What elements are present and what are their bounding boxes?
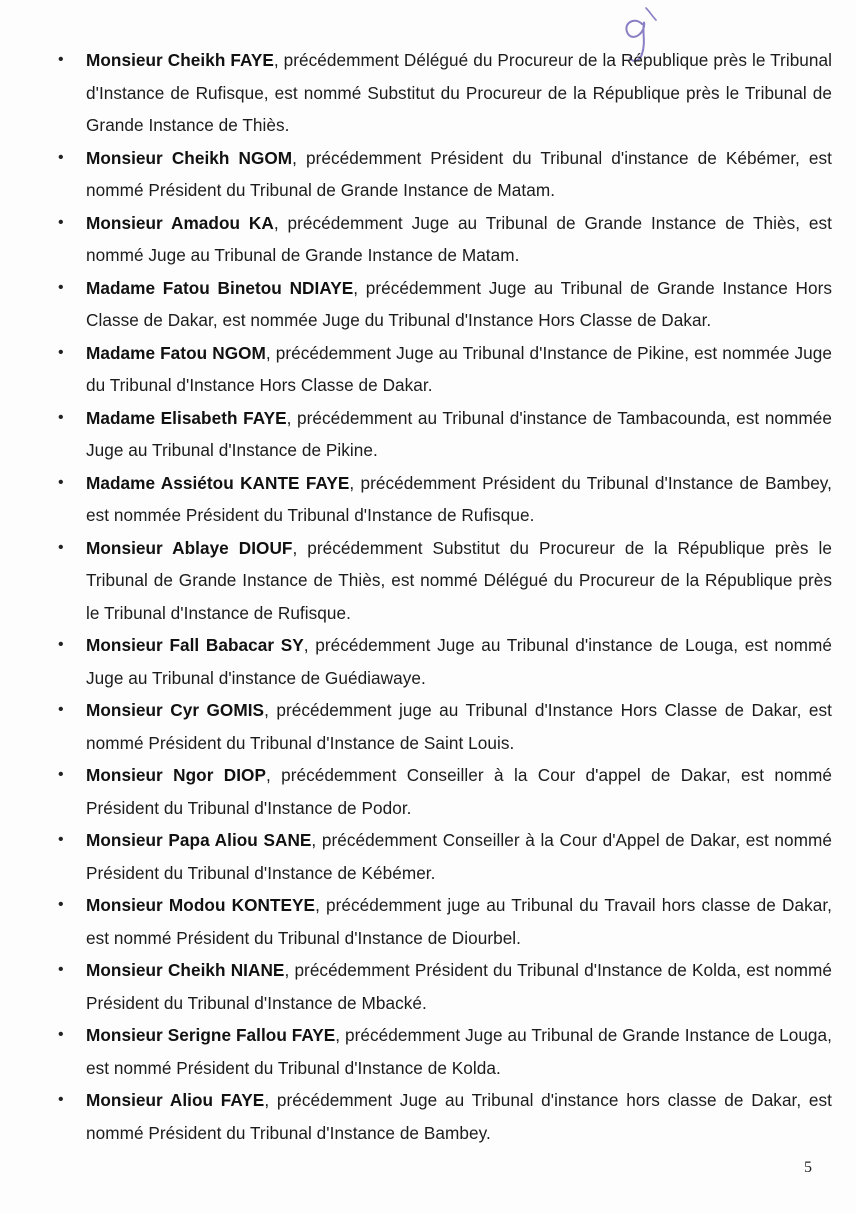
appointment-description: , précédemment Conseiller à la Cour d'Appel de Dakar, est nommé Président du Tribunal d'Instance de Kébémer. [86,830,832,883]
person-name: Monsieur Serigne Fallou FAYE [86,1025,336,1045]
list-item [56,1084,832,1149]
appointment-description: , précédemment Juge au Tribunal de Grande Instance de Louga, est nommé Président du Tribunal d'Instance de Kolda. [86,1025,832,1078]
bullet-icon: • [58,343,64,361]
appointment-description: , précédemment Président du Tribunal d'Instance de Kolda, est nommé Président du Tribunal d'Instance de Mbacké. [86,960,832,1013]
bullet-icon: • [58,961,64,978]
bullet-icon: • [58,1091,64,1108]
person-name: Monsieur Cheikh FAYE [86,50,274,70]
list-item [56,954,832,1019]
page-number: 5 [804,1159,812,1176]
list-item [56,824,832,889]
list-item [56,467,832,532]
person-name: Madame Assiétou KANTE FAYE [86,472,350,493]
bullet-icon: • [58,766,64,783]
list-item [56,1019,832,1084]
person-name: Madame Elisabeth FAYE [86,407,287,428]
person-name: Madame Fatou Binetou NDIAYE [86,277,354,298]
bullet-icon: • [58,473,64,491]
appointment-description: , précédemment Juge au Tribunal d'Instance de Pikine, est nommée Juge du Tribunal d'Instance Hors Classe de Dakar. [86,342,833,395]
person-name: Madame Fatou NGOM [86,342,266,363]
bullet-icon: • [58,408,64,426]
person-name: Monsieur Cyr GOMIS [86,700,265,720]
appointment-description: , précédemment au Tribunal d'instance de Tambacounda, est nommée Juge au Tribunal d'Instance de Pikine. [86,407,832,460]
appointment-description: , précédemment Délégué du Procureur de la République près le Tribunal d'Instance de Rufisque, est nommé Substitut du Procureur de la République près le Tribunal de Grande Instance de Thiès. [86,50,832,135]
person-name: Monsieur Cheikh NIANE [86,960,285,980]
appointment-description: , précédemment Juge au Tribunal d'instance hors classe de Dakar, est nommé Président du Tribunal d'Instance de Bambey. [86,1090,832,1143]
person-name: Monsieur Modou KONTEYE [86,895,316,915]
person-name: Monsieur Aliou FAYE [86,1090,265,1110]
person-name: Monsieur Fall Babacar SY [86,635,304,655]
list-item [56,629,832,694]
appointment-description: , précédemment Juge au Tribunal d'instance de Louga, est nommé Juge au Tribunal d'instance de Guédiawaye. [86,635,832,688]
list-item [56,759,832,824]
list-item [56,272,832,337]
bullet-icon: • [58,896,64,913]
bullet-icon: • [58,213,64,231]
bullet-icon: • [58,1026,64,1043]
person-name: Monsieur Amadou KA [86,212,274,233]
list-item [56,402,832,467]
person-name: Monsieur Papa Aliou SANE [86,830,312,850]
person-name: Monsieur Cheikh NGOM [86,147,293,168]
bullet-icon: • [58,636,64,653]
list-item [56,532,832,630]
list-item [56,142,832,207]
appointment-description: , précédemment Conseiller à la Cour d'appel de Dakar, est nommé Président du Tribunal d'Instance de Podor. [86,765,832,818]
appointments-list [56,44,832,1149]
list-item [56,337,832,402]
appointment-description: , précédemment Substitut du Procureur de la République près le Tribunal de Grande Instance de Thiès, est nommé Délégué du Procureur de la République près le Tribunal d'Instance de Rufisque. [86,537,832,623]
appointment-description: , précédemment Juge au Tribunal de Grande Instance Hors Classe de Dakar, est nommée Juge du Tribunal d'Instance Hors Classe de Dakar. [86,277,833,330]
appointment-description: , précédemment Président du Tribunal d'instance de Kébémer, est nommé Président du Tribunal de Grande Instance de Matam. [86,147,833,200]
list-item [56,694,832,759]
bullet-icon: • [58,278,64,296]
appointment-description: , précédemment juge au Tribunal d'Instance Hors Classe de Dakar, est nommé Président du Tribunal d'Instance de Saint Louis. [86,700,832,753]
appointment-description: , précédemment Président du Tribunal d'Instance de Bambey, est nommée Président du Tribunal d'Instance de Rufisque. [86,472,832,525]
person-name: Monsieur Ngor DIOP [86,765,266,785]
list-item [56,207,832,272]
bullet-icon: • [58,148,64,166]
appointment-description: , précédemment juge au Tribunal du Travail hors classe de Dakar, est nommé Président du Tribunal d'Instance de Diourbel. [86,895,832,948]
list-item [56,44,832,142]
bullet-icon: • [58,51,64,68]
list-item [56,889,832,954]
bullet-icon: • [58,538,64,556]
appointment-description: , précédemment Juge au Tribunal de Grande Instance de Thiès, est nommé Juge au Tribunal de Grande Instance de Matam. [86,212,832,265]
bullet-icon: • [58,701,64,718]
person-name: Monsieur Ablaye DIOUF [86,537,293,558]
bullet-icon: • [58,831,64,848]
